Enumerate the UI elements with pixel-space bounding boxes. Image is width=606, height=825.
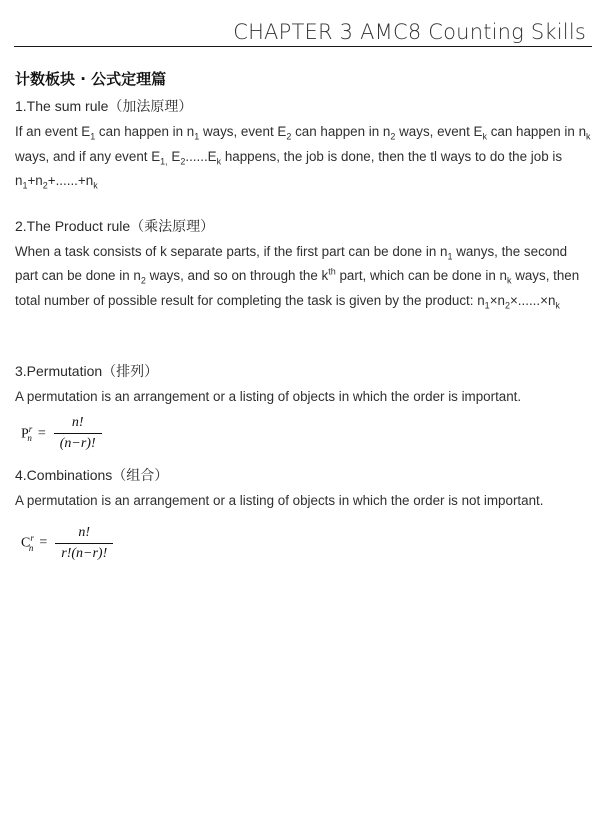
equals-sign: =: [37, 425, 46, 441]
section-title: 计数板块 · 公式定理篇: [15, 70, 167, 88]
permutation-text: A permutation is an arrangement or a listing of objects in which the order is important.: [15, 389, 522, 404]
fraction-denominator: r!(n−r)!: [61, 545, 108, 561]
combinations-formula: [21, 519, 591, 567]
spacer: [15, 313, 591, 360]
page-content: [15, 68, 591, 567]
combinations-text: A permutation is an arrangement or a listing of objects in which the order is not important.: [15, 492, 544, 508]
fraction-denominator: (n−r)!: [59, 436, 96, 451]
permutation-title: 3.Permutation（排列）: [15, 363, 159, 379]
combination-symbol: $C^r_n$: [21, 533, 34, 553]
combinations-title: 4.Combinations（组合）: [15, 466, 169, 483]
product-rule-title: 2.The Product rule（乘法原理）: [15, 217, 215, 234]
combination-fraction: [55, 525, 113, 562]
product-rule-text: When a task consists of k separate parts, if the first part can be done in $n_1$ wanys, the second part can be done in $n_2$ ways, and so on through the $k^{th}$ part, which can be done in $n_k$ ways, then total number of possible result for completing the task is given by the product: $n_1\times n_2\times......\times n_k$: [15, 243, 580, 311]
permutation-formula: [21, 410, 591, 458]
page-header: [0, 0, 606, 50]
header-divider: [14, 46, 592, 47]
fraction-numerator: n!: [71, 415, 84, 430]
sum-rule-text: If an event $E_1$ can happen in $n_1$ ways, event $E_2$ can happen in $n_2$ ways, event $E_k$ can happen in $n_k$ ways, and if any event $E_{1,}$ $E_2......E_k$ happens, the job is done, then the tl ways to do the job is $n_1+n_2+......+n_k$: [15, 124, 591, 191]
spacer: [15, 194, 591, 215]
permutation-symbol: $P^r_n$: [21, 423, 33, 444]
permutation-fraction: [54, 415, 102, 452]
sum-rule-title: 1.The sum rule（加法原理）: [15, 98, 193, 114]
chapter-title: CHAPTER 3 AMC8 Counting Skills: [233, 20, 586, 44]
fraction-numerator: n!: [78, 524, 91, 540]
equals-sign: =: [39, 535, 48, 550]
